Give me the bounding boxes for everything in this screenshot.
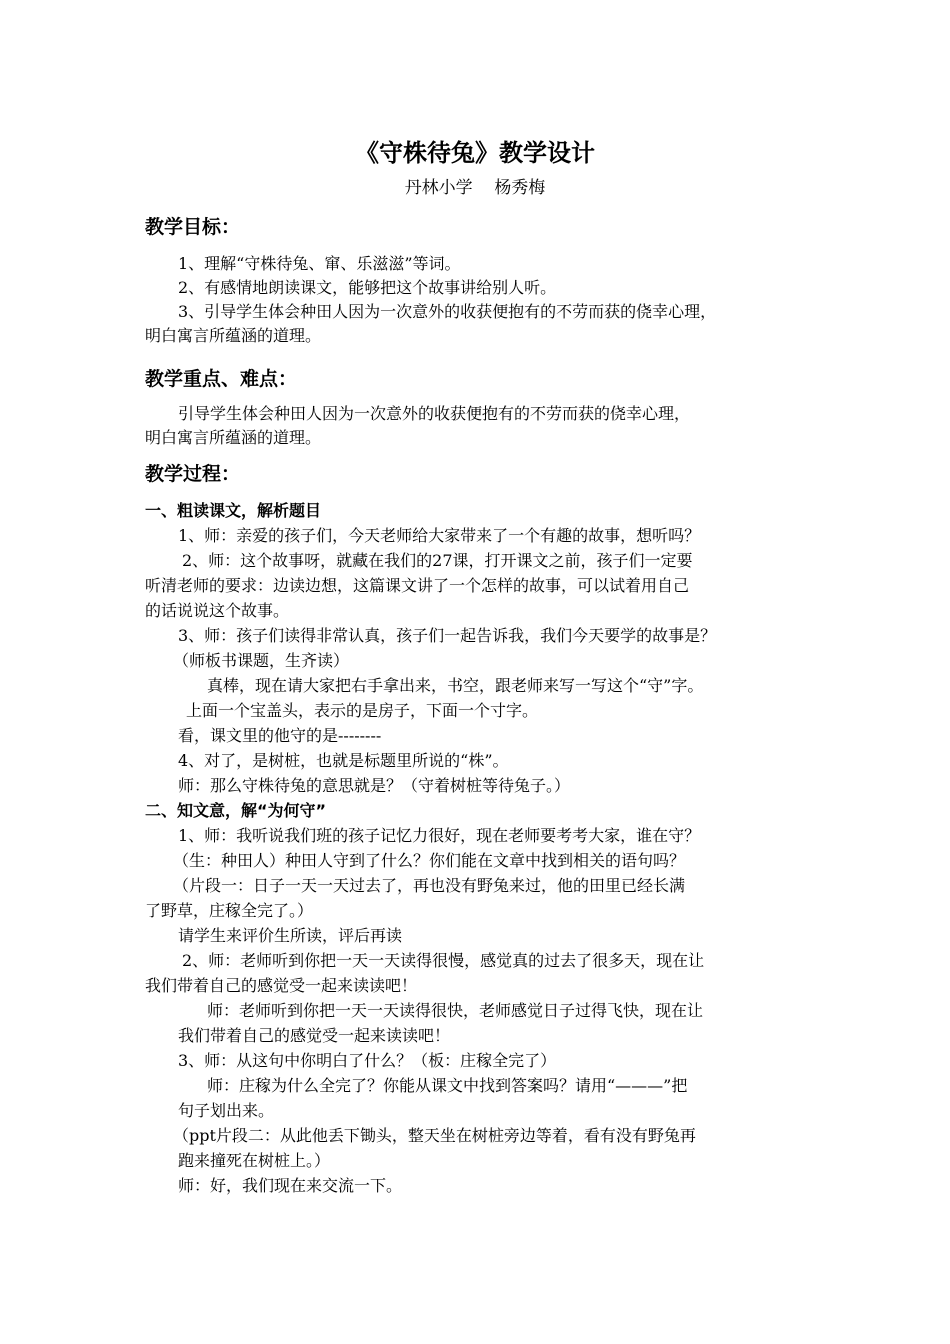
section-heading-goals: 教学目标： (145, 216, 241, 238)
key-point-line: 明白寓言所蕴涵的道理。 (145, 428, 322, 447)
process-line: 跑来撞死在树桩上。） (178, 1151, 331, 1170)
goal-line: 3、引导学生体会种田人因为一次意外的收获便抱有的不劳而获的侥幸心理， (178, 302, 717, 321)
author-line (0, 176, 950, 200)
document-title: 《守株待兔》教学设计 (355, 139, 595, 167)
process-line: 师：庄稼为什么全完了？你能从课文中找到答案吗？请用“———”把 (207, 1076, 688, 1095)
process-line: 看，课文里的他守的是-------- (178, 726, 382, 745)
process-line: 师：老师听到你把一天一天读得很快，老师感觉日子过得飞快，现在让 (207, 1001, 704, 1020)
process-line: 1、师：我听说我们班的孩子记忆力很好，现在老师要考考大家，谁在守？ (178, 826, 701, 845)
process-line: （片段一：日子一天一天过去了，再也没有野兔来过，他的田里已经长满 (173, 876, 686, 895)
part2-heading: 二、知文意，解“为何守” (145, 801, 327, 820)
process-line: 4、对了，是树桩，也就是标题里所说的“株”。 (178, 751, 509, 770)
process-line: （师板书课题，生齐读） (173, 651, 350, 670)
author-school: 丹林小学 (404, 178, 473, 198)
part1-heading: 一、粗读课文，解析题目 (145, 501, 322, 520)
goal-line: 2、有感情地朗读课文，能够把这个故事讲给别人听。 (178, 278, 557, 297)
process-line: 1、师：亲爱的孩子们，今天老师给大家带来了一个有趣的故事，想听吗？ (178, 526, 701, 545)
process-line: 2、师：这个故事呀，就藏在我们的27课，打开课文之前，孩子们一定要 (182, 551, 693, 570)
goal-line: 明白寓言所蕴涵的道理。 (145, 326, 322, 345)
process-line: 3、师：孩子们读得非常认真，孩子们一起告诉我，我们今天要学的故事是？ (178, 626, 717, 645)
process-line: 的话说说这个故事。 (145, 601, 290, 620)
process-line: 真棒，现在请大家把右手拿出来，书空，跟老师来写一写这个“守”字。 (207, 676, 704, 695)
author-name: 杨秀梅 (494, 178, 546, 198)
process-line: 请学生来评价生所读，评后再读 (178, 926, 403, 945)
process-line: 听清老师的要求：边读边想，这篇课文讲了一个怎样的故事，可以试着用自己 (145, 576, 690, 595)
process-line: 2、师：老师听到你把一天一天读得很慢，感觉真的过去了很多天，现在让 (182, 951, 705, 970)
process-line: 师：那么守株待兔的意思就是？（守着树桩等待兔子。） (178, 776, 571, 795)
goal-line: 1、理解“守株待兔、窜、乐滋滋”等词。 (178, 254, 461, 273)
process-line: （生：种田人）种田人守到了什么？你们能在文章中找到相关的语句吗？ (173, 851, 686, 870)
key-point-line: 引导学生体会种田人因为一次意外的收获便抱有的不劳而获的侥幸心理， (178, 404, 691, 423)
process-line: 师：好，我们现在来交流一下。 (178, 1176, 403, 1195)
process-line: 我们带着自己的感觉受一起来读读吧！ (145, 976, 418, 995)
process-line: 我们带着自己的感觉受一起来读读吧！ (178, 1026, 451, 1045)
section-heading-process: 教学过程： (145, 463, 241, 485)
process-line: （ppt片段二：从此他丢下锄头，整天坐在树桩旁边等着，看有没有野兔再 (173, 1126, 696, 1145)
process-line: 句子划出来。 (178, 1101, 275, 1120)
section-heading-key-points: 教学重点、难点： (145, 368, 298, 390)
process-line: 上面一个宝盖头，表示的是房子，下面一个寸字。 (186, 701, 539, 720)
process-line: 3、师：从这句中你明白了什么？（板：庄稼全完了） (178, 1051, 557, 1070)
process-line: 了野草，庄稼全完了。） (145, 901, 314, 920)
